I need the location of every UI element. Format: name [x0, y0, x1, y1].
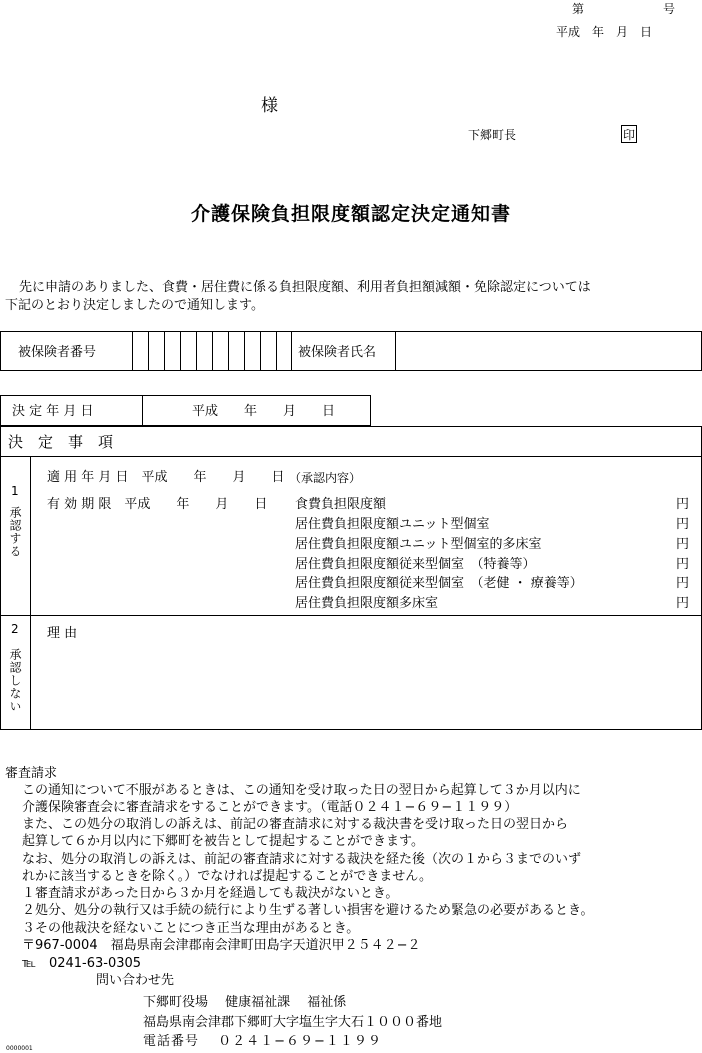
- applied-date: 適 用 年 月 日 平成 年 月 日: [47, 470, 285, 485]
- review-line: ２処分、処分の執行又は手続の続行により生ずる著しい損害を避けるため緊急の必要があるとき。: [22, 903, 594, 918]
- number-suffix: 号: [663, 2, 676, 16]
- seal-mark: 印: [621, 125, 637, 143]
- approval-item: 居住費負担限度額ユニット型個室的多床室: [295, 537, 542, 552]
- approval-content-label: （承認内容）: [289, 471, 362, 485]
- yen-unit: 円: [676, 517, 690, 532]
- contact-label: 問い合わせ先: [96, 973, 175, 988]
- intro-line-1: 先に申請のありました、食費・居住費に係る負担限度額、利用者負担額減額・免除認定については: [19, 280, 591, 295]
- valid-until: 有 効 期 限 平成 年 月 日: [47, 497, 268, 512]
- issuer-name: 下郷町長: [468, 128, 517, 142]
- approve-label: 承認する: [8, 506, 22, 558]
- number-label: 第: [572, 2, 585, 16]
- review-line: 起算して６か月以内に下郷町を被告として提起することができます。: [22, 834, 424, 849]
- yen-unit: 円: [676, 596, 690, 611]
- deny-label: 承認しない: [8, 648, 22, 713]
- approval-item: 食費負担限度額: [295, 497, 387, 512]
- deny-number: 2: [11, 622, 19, 636]
- decision-date-value: 平成 年 月 日: [192, 404, 336, 419]
- review-line: １審査請求があった日から３か月を経過しても裁決がないとき。: [22, 886, 399, 901]
- approval-item: 居住費負担限度額従来型個室 （老健 ・ 療養等）: [295, 576, 583, 591]
- yen-unit: 円: [676, 497, 690, 512]
- yen-unit: 円: [676, 576, 690, 591]
- contact-office: 下郷町役場 健康福祉課 福祉係: [143, 995, 347, 1010]
- contact-phone: 電話番号 ０２４１−６９−１１９９: [143, 1034, 382, 1049]
- review-line: ３その他裁決を経ないことにつき正当な理由があるとき。: [22, 921, 360, 936]
- review-line: また、この処分の取消しの訴えは、前記の審査請求に対する裁決書を受け取った日の翌日から: [22, 817, 569, 832]
- issue-date: 平成 年 月 日: [556, 25, 653, 39]
- review-line: れかに該当するときを除く。）でなければ提起することができません。: [22, 869, 433, 884]
- approve-number: 1: [11, 484, 19, 498]
- decision-header: 決 定 事 項: [8, 433, 114, 451]
- review-address: 〒967-0004 福島県南会津郡南会津町田島字天道沢甲２５４２−２: [22, 938, 421, 953]
- intro-line-2: 下記のとおり決定しましたので通知します。: [5, 298, 264, 313]
- page-title: 介護保険負担限度額認定決定通知書: [190, 203, 511, 225]
- deny-reason-label: 理 由: [47, 626, 78, 641]
- review-line: なお、処分の取消しの訴えは、前記の審査請求に対する裁決を経た後（次の１から３までのいず: [22, 852, 582, 867]
- yen-unit: 円: [676, 557, 690, 572]
- insured-name-label: 被保険者氏名: [298, 345, 377, 360]
- addressee-suffix: 様: [261, 96, 278, 116]
- decision-date-label: 決 定 年 月 日: [12, 404, 94, 419]
- approval-item: 居住費負担限度額ユニット型個室: [295, 517, 490, 532]
- review-title: 審査請求: [5, 766, 58, 781]
- contact-address: 福島県南会津郡下郷町大字塩生字大石１０００番地: [143, 1015, 443, 1030]
- insured-number-label: 被保険者番号: [18, 345, 97, 360]
- review-line: この通知について不服があるときは、この通知を受け取った日の翌日から起算して３か月以内に: [22, 783, 581, 798]
- approval-item: 居住費負担限度額従来型個室 （特養等）: [295, 557, 536, 572]
- review-phone: ℡ 0241-63-0305: [22, 956, 142, 971]
- footer-code: 0000001: [6, 1045, 33, 1052]
- review-line: 介護保険審査会に審査請求をすることができます。（電話０２４１−６９−１１９９）: [22, 800, 518, 815]
- yen-unit: 円: [676, 537, 690, 552]
- approval-item: 居住費負担限度額多床室: [295, 596, 439, 611]
